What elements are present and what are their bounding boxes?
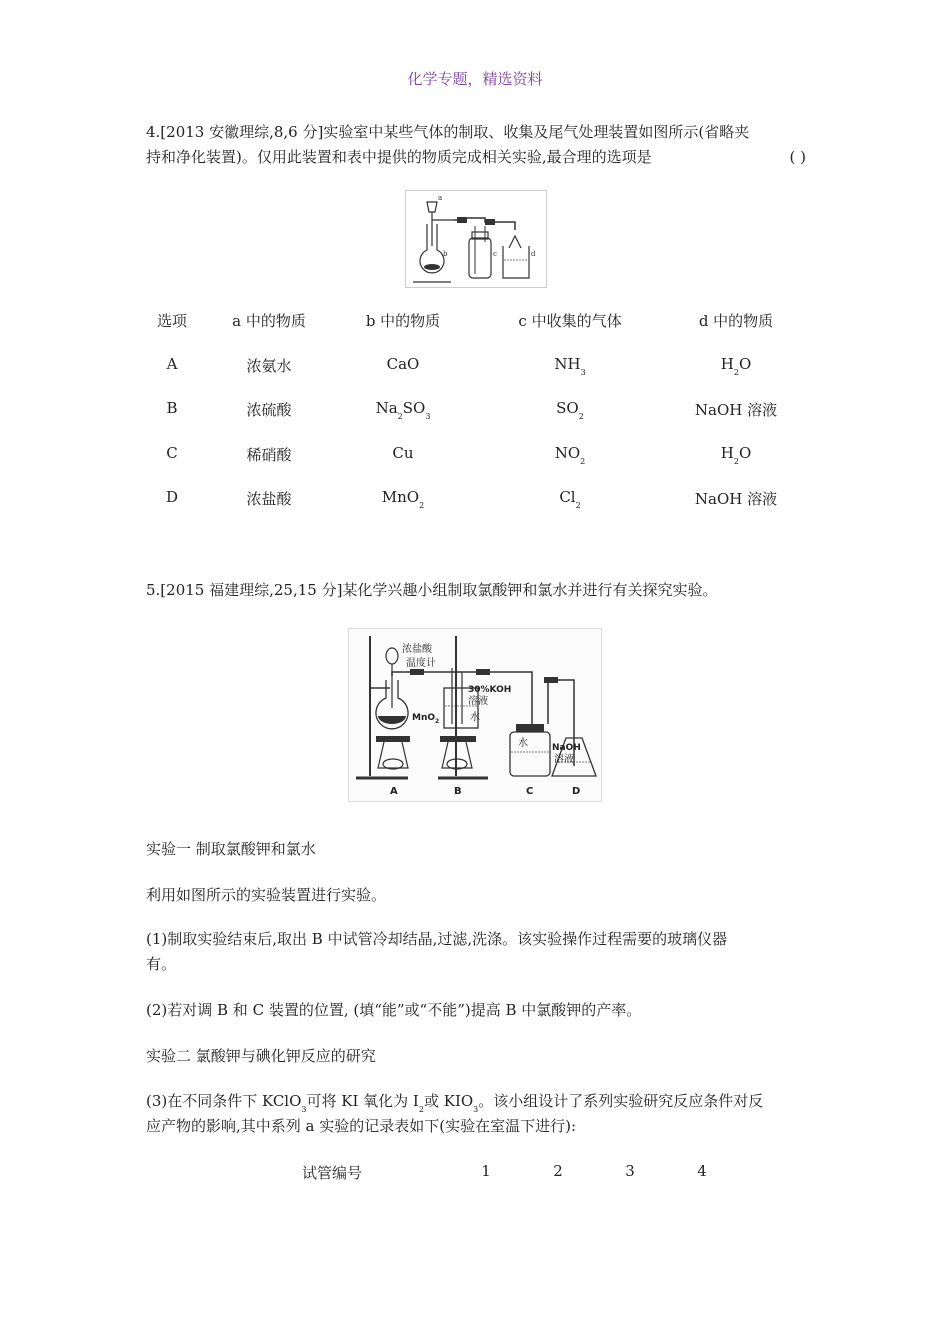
- q4-text-line2: [146, 145, 812, 169]
- table-row-b-d: NaOH 溶液: [694, 401, 778, 419]
- q5-fig-label-naoh-solution: 溶液: [554, 754, 574, 765]
- q5-fig-label-hcl: 浓盐酸: [402, 644, 432, 655]
- table-row-a-a: 浓氨水: [246, 357, 292, 375]
- q5-exp1-desc: 利用如图所示的实验装置进行实验。: [146, 886, 387, 904]
- q5-fig-label-A: A: [390, 786, 398, 797]
- table-header-b: b 中的物质: [365, 312, 441, 330]
- q5-fig-label-water-c: 水: [518, 738, 528, 749]
- page-header: 化学专题，精选资料: [407, 70, 543, 88]
- table-row-d-b: MnO$_2$: [381, 488, 425, 510]
- q5-fig-label-naoh: NaOH: [552, 743, 581, 753]
- q5-fig-label-thermometer: 温度计: [406, 658, 436, 669]
- q4-fig-label-a: a: [438, 194, 443, 202]
- q4-apparatus-figure: [405, 190, 547, 288]
- q5-fig-label-B: B: [454, 786, 462, 797]
- table-header-option: 选项: [156, 312, 187, 330]
- table-row-a-option: A: [166, 355, 178, 373]
- q4-text-line1: 4.[2013 安徽理综,8,6 分]实验室中某些气体的制取、收集及尾气处理装置如图所示(省略夹: [146, 123, 750, 141]
- table-row-c-a: 稀硝酸: [246, 446, 292, 464]
- q4-text-line2-body: 持和净化装置)。仅用此装置和表中提供的物质完成相关实验,最合理的选项是: [146, 148, 652, 166]
- q5-exp1-title: 实验一 制取氯酸钾和氯水: [146, 840, 316, 858]
- tube-number-4: 4: [697, 1162, 707, 1180]
- q5-fig-label-water-b: 水: [470, 712, 480, 723]
- q4-fig-label-b: b: [443, 250, 448, 258]
- table-row-c-d: $H_2O$: [720, 444, 752, 466]
- table-row-c-option: C: [166, 444, 178, 462]
- tube-number-2: 2: [553, 1162, 563, 1180]
- q5-p2: (2)若对调 B 和 C 装置的位置, (填“能”或“不能”)提高 B 中氯酸钾的产率。: [146, 1001, 642, 1019]
- q5-fig-label-mno2: MnO$_2$: [412, 713, 440, 725]
- table-row-b-b: $Na_2SO_3$: [375, 399, 431, 421]
- q5-p1-line1: (1)制取实验结束后,取出 B 中试管冷却结晶,过滤,洗涤。该实验操作过程需要的玻璃仪器: [146, 930, 728, 948]
- table-row-c-c: $NO_2$: [554, 444, 586, 466]
- table-row-c-b: Cu: [392, 444, 414, 462]
- table-row-b-c: $SO_2$: [556, 399, 584, 421]
- table-row-b-a: 浓硫酸: [246, 401, 292, 419]
- table-row-d-option: D: [165, 488, 179, 506]
- q4-fig-label-c: c: [493, 250, 497, 258]
- table-header-a: a 中的物质: [232, 312, 306, 330]
- q5-exp2-title: 实验二 氯酸钾与碘化钾反应的研究: [146, 1047, 376, 1065]
- q5-intro: 5.[2015 福建理综,25,15 分]某化学兴趣小组制取氯酸钾和氯水并进行有关探究实验。: [146, 581, 718, 599]
- table-row-a-c: $NH_3$: [554, 355, 586, 377]
- table-row-a-d: $H_2O$: [720, 355, 752, 377]
- table-header-d: d 中的物质: [698, 312, 774, 330]
- table-row-d-c: $Cl_2$: [559, 488, 581, 510]
- q5-apparatus-figure: [348, 628, 602, 802]
- q5-fig-label-D: D: [572, 786, 581, 797]
- q5-fig-label-koh-solution: 溶液: [468, 696, 488, 707]
- q4-fig-label-d: d: [531, 250, 536, 258]
- q5-fig-label-koh: 30%KOH: [468, 685, 512, 695]
- tube-table-label: 试管编号: [301, 1164, 362, 1182]
- q5-p1-line2: 有。: [146, 955, 177, 973]
- q5-p3-line2: 应产物的影响,其中系列 a 实验的记录表如下(实验在室温下进行):: [146, 1117, 577, 1135]
- table-row-b-option: B: [166, 399, 178, 417]
- tube-number-3: 3: [625, 1162, 635, 1180]
- table-row-a-b: CaO: [386, 355, 420, 373]
- table-row-d-a: 浓盐酸: [246, 490, 292, 508]
- q5-fig-label-C: C: [526, 786, 534, 797]
- q5-p3-line1: (3)在不同条件下 KClO$_3$可将 KI 氧化为 $I_2$或 $KIO_3$。该小组设计了系列实验研究反应条件对反: [146, 1092, 764, 1114]
- table-header-c: c 中收集的气体: [518, 312, 622, 330]
- table-row-d-d: NaOH 溶液: [694, 490, 778, 508]
- tube-number-1: 1: [481, 1162, 491, 1180]
- q4-answer-blank: ( ): [789, 148, 806, 166]
